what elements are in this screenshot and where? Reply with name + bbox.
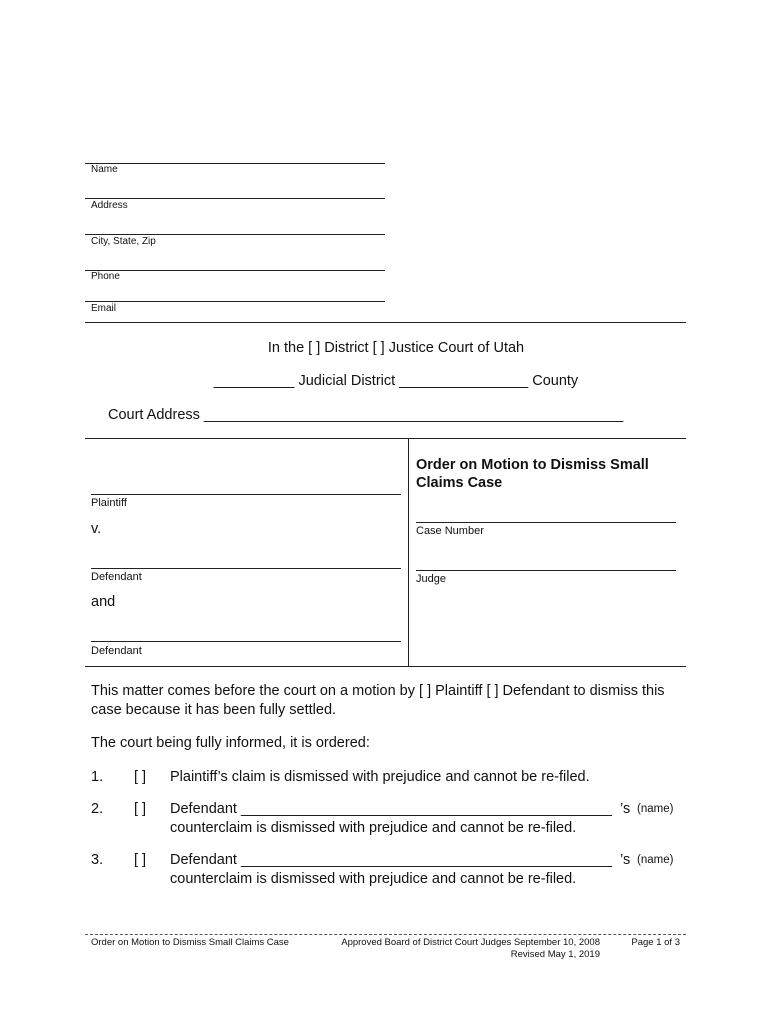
- item-2-checkbox[interactable]: [ ]: [134, 801, 147, 817]
- phone-line[interactable]: [85, 270, 385, 271]
- email-label: Email: [91, 303, 117, 314]
- header-divider: [85, 322, 686, 323]
- item-3-name-hint: (name): [637, 854, 674, 866]
- item-3-suffix: ’s: [620, 852, 631, 868]
- defendant2-line[interactable]: [91, 641, 401, 642]
- document-title: Order on Motion to Dismiss Small Claims Case: [416, 457, 649, 491]
- name-label: Name: [91, 164, 118, 175]
- plaintiff-label: Plaintiff: [91, 497, 127, 509]
- versus-text: v.: [91, 521, 102, 537]
- item-2-line1: Defendant ______________________________________________: [170, 801, 612, 817]
- caption-divider: [408, 438, 409, 666]
- defendant2-label: Defendant: [91, 645, 142, 657]
- plaintiff-line[interactable]: [91, 494, 401, 495]
- judge-line[interactable]: [416, 570, 676, 571]
- case-number-label: Case Number: [416, 525, 484, 537]
- caption-bottom-border: [85, 666, 686, 667]
- footer-divider: [85, 934, 686, 935]
- name-line[interactable]: [85, 163, 385, 164]
- court-line-1: In the [ ] District [ ] Justice Court of Utah: [267, 340, 525, 356]
- item-2-number: 2.: [91, 801, 104, 817]
- address-label: Address: [91, 200, 128, 211]
- footer-form-name: Order on Motion to Dismiss Small Claims Case: [91, 937, 289, 948]
- ordered-text: The court being fully informed, it is ordered:: [91, 735, 370, 751]
- phone-label: Phone: [91, 271, 120, 282]
- defendant-line[interactable]: [91, 568, 401, 569]
- item-1-text: Plaintiff’s claim is dismissed with prejudice and cannot be re-filed.: [170, 769, 590, 785]
- and-text: and: [91, 594, 116, 610]
- item-3-line1: Defendant ______________________________________________: [170, 852, 612, 868]
- footer-revised: Revised May 1, 2019: [510, 949, 600, 960]
- item-3-number: 3.: [91, 852, 104, 868]
- item-3-line2: counterclaim is dismissed with prejudice and cannot be re-filed.: [170, 871, 577, 887]
- item-2-suffix: ’s: [620, 801, 631, 817]
- email-line[interactable]: [85, 301, 385, 302]
- city-label: City, State, Zip: [91, 236, 156, 247]
- item-1-number: 1.: [91, 769, 104, 785]
- footer-approved: Approved Board of District Court Judges September 10, 2008: [341, 937, 600, 948]
- court-address-line: Court Address ____________________________________________________: [108, 407, 624, 423]
- footer-page-number: Page 1 of 3: [631, 937, 680, 948]
- item-1-checkbox[interactable]: [ ]: [134, 769, 147, 785]
- defendant-label: Defendant: [91, 571, 142, 583]
- court-line-2: __________ Judicial District ________________ County: [213, 373, 579, 389]
- case-number-line[interactable]: [416, 522, 676, 523]
- item-2-line2: counterclaim is dismissed with prejudice and cannot be re-filed.: [170, 820, 577, 836]
- judge-label: Judge: [416, 573, 446, 585]
- caption-top-border: [85, 438, 686, 439]
- city-line[interactable]: [85, 234, 385, 235]
- item-2-name-hint: (name): [637, 803, 674, 815]
- item-3-checkbox[interactable]: [ ]: [134, 852, 147, 868]
- intro-paragraph: This matter comes before the court on a motion by [ ] Plaintiff [ ] Defendant to dismiss this case because it has been fully settled.: [91, 683, 665, 718]
- address-line[interactable]: [85, 198, 385, 199]
